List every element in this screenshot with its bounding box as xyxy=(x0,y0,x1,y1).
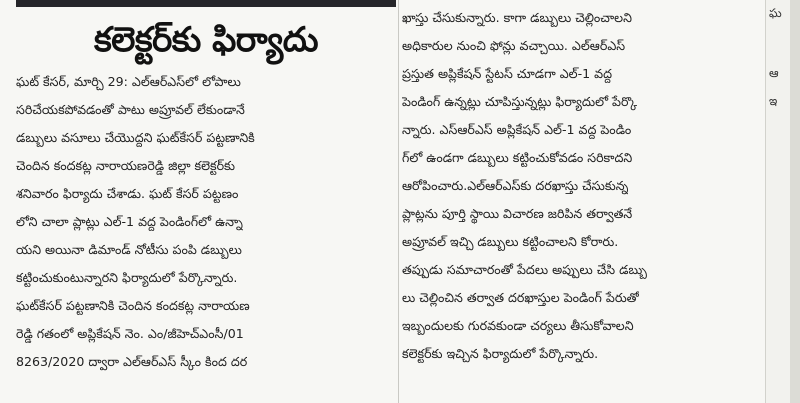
text-line: ఇబ్బందులకు గురవకుండా చర్యలు తీసుకోవాలని xyxy=(402,318,634,333)
text-line: ఆరోపించారు.ఎల్ఆర్ఎస్‌కు దరఖాస్తు చేసుకున్న xyxy=(402,178,629,193)
text-line: శనివారం ఫిర్యాదు చేశాడు. ఘట్ కేసర్ పట్టణం xyxy=(16,186,239,201)
text-line: కట్టించుకుంటున్నారని ఫిర్యాదులో పేర్కొన్నారు. xyxy=(16,270,238,285)
adjacent-article-edge xyxy=(765,0,790,403)
headline-top-rule xyxy=(16,0,396,7)
text-line: పెండింగ్ ఉన్నట్లు చూపిస్తున్నట్లు ఫిర్యాదులో పేర్కొ xyxy=(402,94,638,109)
edge-text-fragment: ఘ xyxy=(769,6,782,20)
text-line: ఘట్‌కేసర్ పట్టణానికి చెందిన కందకట్ల నారాయణ xyxy=(16,298,250,313)
text-line: తప్పుడు సమాచారంతో పేదలు అప్పులు చేసి డబ్బు xyxy=(402,262,647,277)
text-line: చెందిన కందకట్ల నారాయణరెడ్డి జిల్లా కలెక్టర్‌కు xyxy=(16,158,235,173)
page-edge xyxy=(790,0,800,403)
text-line: కలెక్టర్‌కు ఇచ్చిన ఫిర్యాదులో పేర్కొన్నారు. xyxy=(402,346,599,361)
edge-text-fragment: ఇ xyxy=(769,94,778,108)
text-line: లు చెల్లించిన తర్వాత దరఖాస్తుల పెండింగ్ పేరుతో xyxy=(402,290,639,305)
text-line: సరిచేయకపోవడంతో పాటు అప్రూవల్ లేకుండానే xyxy=(16,102,245,117)
text-line: న్నారు. ఎస్ఆర్ఎస్ అప్లికేషన్ ఎల్-1 వద్ద పెండిం xyxy=(402,122,632,137)
text-line: ఘట్ కేసర్, మార్చి 29: ఎల్ఆర్ఎస్‌లో లోపాలు xyxy=(16,74,241,89)
text-line: యని అయినా డిమాండ్ నోటీసు పంపి డబ్బులు xyxy=(16,242,242,257)
text-line: డబ్బులు వసూలు చేయొద్దని ఘట్‌కేసర్ పట్టణానికి xyxy=(16,130,255,145)
text-line: అధికారుల నుంచి ఫోన్లు వచ్చాయి. ఎల్ఆర్ఎస్ xyxy=(402,38,626,53)
text-line: రెడ్డి గతంలో అప్లికేషన్ నెం. ఎం/జీహెచ్ఎంసీ/01 xyxy=(16,326,244,341)
text-line: లోని చాలా ప్లాట్లు ఎల్-1 వద్ద పెండింగ్‌లో ఉన్నా xyxy=(16,214,243,229)
text-line: ఖాస్తు చేసుకున్నారు. కాగా డబ్బులు చెల్లించాలని xyxy=(402,10,632,25)
text-line: ప్లాట్లను పూర్తి స్థాయి విచారణ జరిపిన తర్వాతనే xyxy=(402,206,633,221)
text-line: గ్‌లో ఉండగా డబ్బులు కట్టించుకోవడం సరికాదని xyxy=(402,150,633,165)
text-line: ప్రస్తుత అప్లికేషన్ స్టేటస్ చూడగా ఎల్-1 వద్ద xyxy=(402,66,612,81)
column-divider xyxy=(398,0,399,403)
text-line: అప్రూవల్ ఇచ్చి డబ్బులు కట్టించాలని కోరారు. xyxy=(402,234,619,249)
headline: కలెక్టర్‌కు ఫిర్యాదు xyxy=(94,20,318,60)
edge-text-fragment: ఆ xyxy=(769,66,779,80)
text-line: 8263/2020 ద్వారా ఎల్ఆర్ఎస్ స్కీం కింద దర xyxy=(16,354,248,369)
